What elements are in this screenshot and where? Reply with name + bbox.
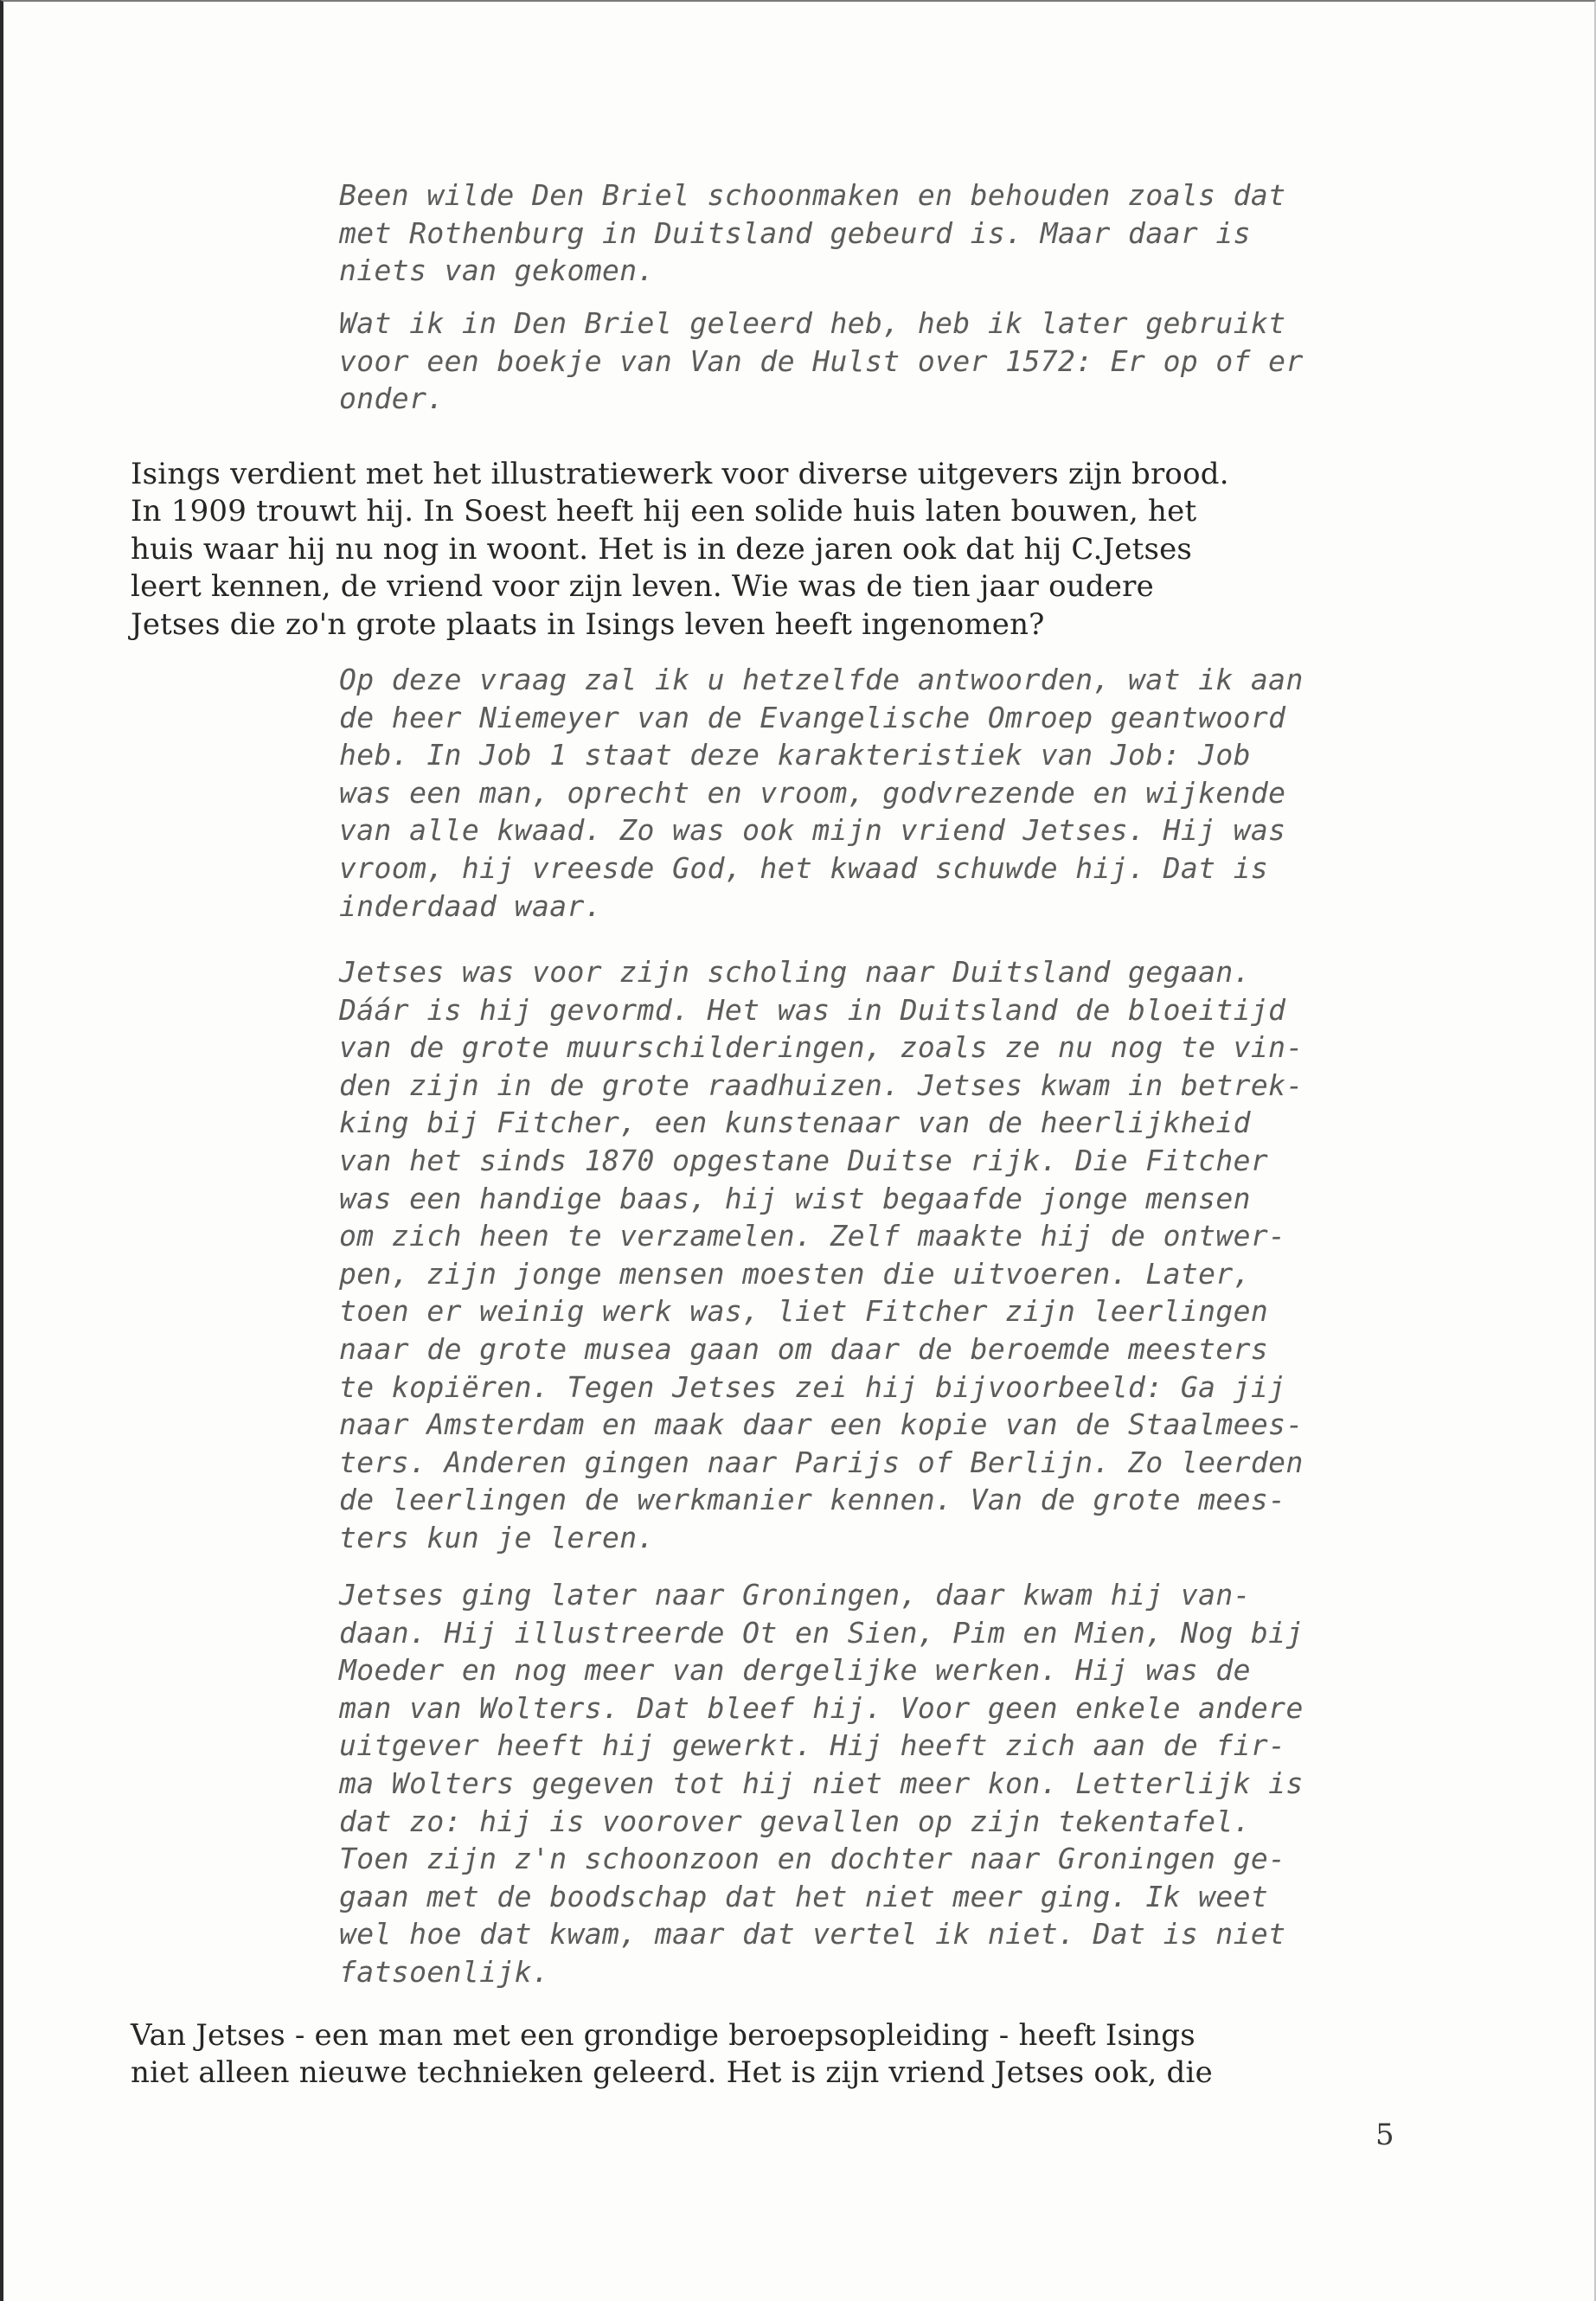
text-line: uitgever heeft hij gewerkt. Hij heeft zich aan de fir- bbox=[339, 1728, 1286, 1763]
text-line: wel hoe dat kwam, maar dat vertel ik niet. Dat is niet bbox=[339, 1917, 1286, 1952]
quote-duitsland bbox=[339, 953, 1420, 1557]
text-line: ters kun je leren. bbox=[339, 1520, 655, 1554]
text-line: inderdaad waar. bbox=[339, 888, 603, 923]
text-line: Isings verdient met het illustratiewerk voor diverse uitgevers zijn brood. bbox=[131, 457, 1229, 491]
text-line: dat zo: hij is voorover gevallen op zijn tekentafel. bbox=[339, 1804, 1251, 1838]
text-line: toen er weinig werk was, liet Fitcher zijn leerlingen bbox=[339, 1294, 1269, 1329]
quote-den-briel bbox=[339, 176, 1412, 290]
text-line: voor een boekje van Van de Hulst over 1572: Er op of er bbox=[339, 343, 1304, 378]
text-line: leert kennen, de vriend voor zijn leven. Wie was de tien jaar oudere bbox=[131, 569, 1154, 605]
text-line: pen, zijn jonge mensen moesten die uitvoeren. Later, bbox=[339, 1256, 1251, 1291]
paragraph-van-jetses bbox=[131, 2017, 1428, 2093]
text-line: was een handige baas, hij wist begaafde jonge mensen bbox=[339, 1181, 1251, 1215]
text-line: om zich heen te verzamelen. Zelf maakte hij de ontwer- bbox=[339, 1219, 1286, 1253]
text-line: Wat ik in Den Briel geleerd heb, heb ik later gebruikt bbox=[339, 306, 1286, 340]
text-line: heb. In Job 1 staat deze karakteristiek van Job: Job bbox=[339, 738, 1251, 772]
text-line: Jetses was voor zijn scholing naar Duitsland gegaan. bbox=[339, 955, 1251, 989]
text-line: niet alleen nieuwe technieken geleerd. Het is zijn vriend Jetses ook, die bbox=[131, 2055, 1213, 2091]
text-line: van het sinds 1870 opgestane Duitse rijk. Die Fitcher bbox=[339, 1143, 1269, 1177]
text-line: van alle kwaad. Zo was ook mijn vriend Jetses. Hij was bbox=[339, 813, 1286, 848]
text-line: In 1909 trouwt hij. In Soest heeft hij een solide huis laten bouwen, het bbox=[131, 494, 1197, 529]
text-line: Toen zijn z'n schoonzoon en dochter naar Groningen ge- bbox=[339, 1842, 1286, 1876]
text-line: Jetses ging later naar Groningen, daar kwam hij van- bbox=[339, 1578, 1251, 1612]
text-line: Dáár is hij gevormd. Het was in Duitsland de bloeitijd bbox=[339, 992, 1286, 1027]
text-line: naar de grote musea gaan om daar de beroemde meesters bbox=[339, 1331, 1269, 1366]
text-line: de leerlingen de werkmanier kennen. Van de grote mees- bbox=[339, 1483, 1286, 1517]
text-line: van de grote muurschilderingen, zoals ze nu nog te vin- bbox=[339, 1030, 1304, 1065]
text-line: Been wilde Den Briel schoonmaken en behouden zoals dat bbox=[339, 178, 1286, 212]
text-line: Moeder en nog meer van dergelijke werken. Hij was de bbox=[339, 1653, 1251, 1688]
text-line: huis waar hij nu nog in woont. Het is in deze jaren ook dat hij C.Jetses bbox=[131, 531, 1193, 567]
text-line: Op deze vraag zal ik u hetzelfde antwoorden, wat ik aan bbox=[339, 663, 1304, 696]
text-line: te kopiëren. Tegen Jetses zei hij bijvoorbeeld: Ga jij bbox=[339, 1369, 1286, 1404]
text-line: de heer Niemeyer van de Evangelische Omroep geantwoord bbox=[339, 700, 1286, 734]
text-line: ma Wolters gegeven tot hij niet meer kon. Letterlijk is bbox=[339, 1766, 1304, 1800]
text-line: onder. bbox=[339, 381, 445, 416]
paragraph-isings-brood bbox=[131, 456, 1428, 644]
text-line: vroom, hij vreesde God, het kwaad schuwde hij. Dat is bbox=[339, 850, 1269, 885]
text-line: was een man, oprecht en vroom, godvrezende en wijkende bbox=[339, 775, 1286, 810]
quote-boekje-1572 bbox=[339, 304, 1412, 418]
text-line: niets van gekomen. bbox=[339, 253, 655, 288]
text-line: den zijn in de grote raadhuizen. Jetses kwam in betrek- bbox=[339, 1067, 1304, 1102]
text-line: king bij Fitcher, een kunstenaar van de heerlijkheid bbox=[339, 1106, 1251, 1140]
text-line: ters. Anderen gingen naar Parijs of Berlijn. Zo leerden bbox=[339, 1445, 1304, 1479]
text-line: daan. Hij illustreerde Ot en Sien, Pim en Mien, Nog bij bbox=[339, 1615, 1304, 1650]
text-line: man van Wolters. Dat bleef hij. Voor geen enkele andere bbox=[339, 1690, 1304, 1725]
text-line: gaan met de boodschap dat het niet meer ging. Ik weet bbox=[339, 1879, 1269, 1913]
text-line: Jetses die zo'n grote plaats in Isings leven heeft ingenomen? bbox=[131, 606, 1045, 642]
quote-job bbox=[339, 661, 1420, 925]
text-line: Van Jetses - een man met een grondige beroepsopleiding - heeft Isings bbox=[131, 2018, 1195, 2053]
page-number: 5 bbox=[1375, 2118, 1394, 2152]
text-line: met Rothenburg in Duitsland gebeurd is. Maar daar is bbox=[339, 215, 1251, 250]
text-line: naar Amsterdam en maak daar een kopie van de Staalmees- bbox=[339, 1407, 1304, 1442]
text-line: fatsoenlijk. bbox=[339, 1954, 550, 1989]
quote-groningen bbox=[339, 1576, 1420, 1991]
